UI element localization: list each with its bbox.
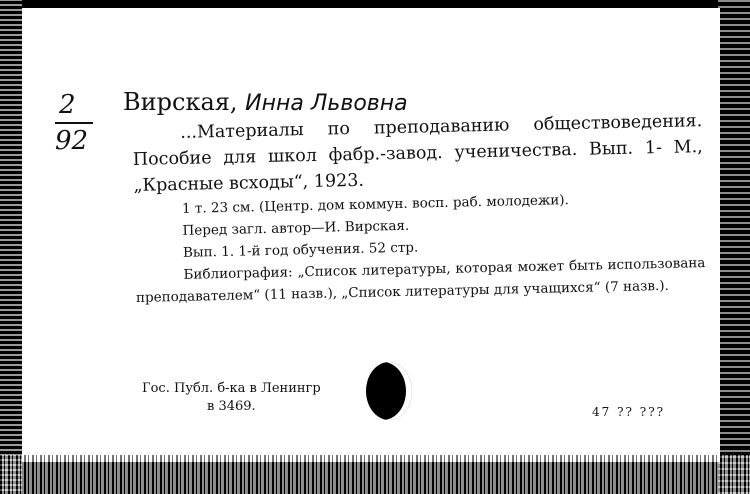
card-body (132, 108, 706, 309)
scan-right-edge (718, 0, 750, 494)
main-description: ...Материалы по преподаванию обществоведения. Пособие для школ фабр.-завод. ученичества. Вып. 1- М., „Красные всходы“, 1923. (132, 111, 703, 196)
punch-hole (366, 362, 412, 420)
library-stamp (142, 380, 321, 416)
title-note: Перед загл. автор—И. Вирская. (182, 217, 410, 239)
corner-mark: 47 ?? ??? (592, 405, 666, 419)
shelfmark-top: 2 (59, 90, 76, 120)
bibliography-note: Библиография: „Список литературы, которая может быть использована преподавателем“ (11 назв.), „Список литературы для учащихся“ (7 назв.). (135, 255, 706, 306)
shelfmark-divider (55, 122, 93, 124)
author-heading (123, 88, 408, 116)
stamp-line-2: в 3469. (207, 399, 256, 414)
shelfmark-bottom: 92 (55, 126, 89, 156)
author-typed: Вирская, (123, 88, 238, 116)
physical-description: 1 т. 23 см. (Центр. дом коммун. восп. раб. молодежи). (181, 192, 570, 217)
scan-bottom-noise (0, 455, 750, 494)
stamp-line-1: Гос. Публ. б-ка в Ленингр (142, 381, 321, 396)
volume-note: Вып. 1. 1-й год обучения. 52 стр. (182, 239, 419, 261)
scan-left-edge (0, 0, 22, 494)
shelfmark (55, 92, 93, 154)
author-handwritten: Инна Львовна (245, 91, 408, 116)
